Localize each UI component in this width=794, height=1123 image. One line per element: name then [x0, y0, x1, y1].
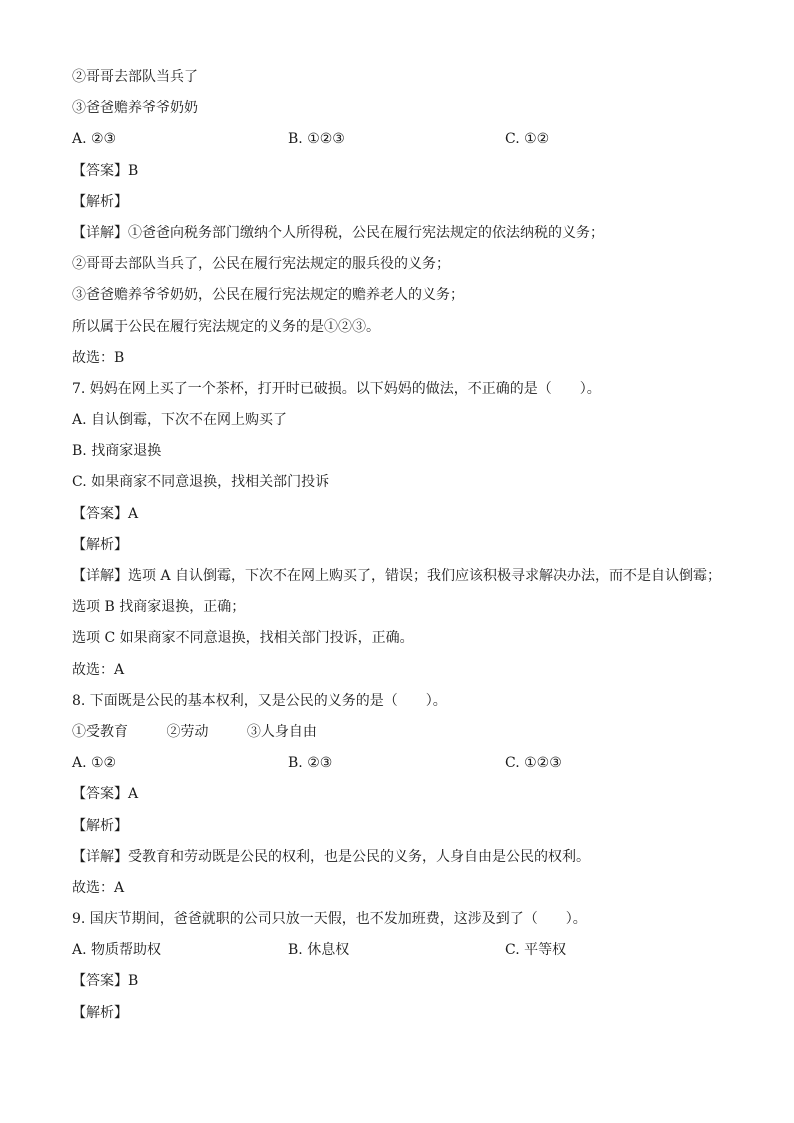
q8-question: 8. 下面既是公民的基本权利，又是公民的义务的是（ ）。: [72, 692, 447, 709]
q7-analysis-label: 【解析】: [72, 536, 128, 553]
q7-answer: 【答案】A: [72, 505, 139, 522]
q6-choice: 故选：B: [72, 349, 125, 366]
document-content: [72, 62, 732, 1029]
q6-option-c: C. ①②: [505, 131, 550, 148]
q6-options: [72, 124, 732, 155]
q7-detail-1: 【详解】选项 A 自认倒霉，下次不在网上购买了，错误；我们应该积极寻求解决办法，而不是自认倒霉；: [72, 568, 722, 584]
q7-question: 7. 妈妈在网上买了一个茶杯，打开时已破损。以下妈妈的做法，不正确的是（ ）。: [72, 380, 601, 397]
q8-choice: 故选：A: [72, 879, 125, 896]
q7-detail-3: 选项 C 如果商家不同意退换，找相关部门投诉，正确。: [72, 630, 414, 647]
q6-detail-3: ③爸爸赡养爷爷奶奶，公民在履行宪法规定的赡养老人的义务；: [72, 287, 464, 304]
q8-items: [72, 717, 732, 748]
q8-option-c: C. ①②③: [505, 755, 562, 772]
q6-detail-4: 所以属于公民在履行宪法规定的义务的是①②③。: [72, 318, 380, 335]
q7-option-c: C. 如果商家不同意退换，找相关部门投诉: [72, 474, 330, 491]
q9-options: [72, 935, 732, 966]
q9-option-a: A. 物质帮助权: [72, 942, 162, 959]
q9-option-b: B. 休息权: [288, 942, 350, 959]
q9-answer: 【答案】B: [72, 973, 139, 990]
statement-line-3: ③爸爸赡养爷爷奶奶: [72, 100, 198, 117]
q9-option-c: C. 平等权: [505, 942, 567, 959]
q7-option-a: A. 自认倒霉，下次不在网上购买了: [72, 412, 288, 429]
q6-detail-2: ②哥哥去部队当兵了，公民在履行宪法规定的服兵役的义务；: [72, 256, 450, 273]
q8-option-b: B. ②③: [288, 755, 333, 772]
q8-detail-1: 【详解】受教育和劳动既是公民的权利，也是公民的义务，人身自由是公民的权利。: [72, 848, 590, 865]
q7-option-b: B. 找商家退换: [72, 443, 162, 460]
q7-choice: 故选：A: [72, 661, 125, 678]
q8-options: [72, 748, 732, 779]
q8-analysis-label: 【解析】: [72, 817, 128, 834]
q8-item-1: ①受教育: [72, 723, 128, 740]
q9-question: 9. 国庆节期间，爸爸就职的公司只放一天假，也不发加班费，这涉及到了（ ）。: [72, 911, 587, 928]
q6-answer: 【答案】B: [72, 162, 139, 179]
q7-detail-2: 选项 B 找商家退换，正确；: [72, 599, 246, 616]
q6-option-b: B. ①②③: [288, 131, 345, 148]
q6-option-a: A. ②③: [72, 131, 117, 148]
q8-option-a: A. ①②: [72, 755, 117, 772]
q6-analysis-label: 【解析】: [72, 193, 128, 210]
q8-answer: 【答案】A: [72, 786, 139, 803]
statement-line-2: ②哥哥去部队当兵了: [72, 69, 198, 85]
q8-item-3: ③人身自由: [246, 723, 317, 740]
q6-detail-1: 【详解】①爸爸向税务部门缴纳个人所得税，公民在履行宪法规定的依法纳税的义务；: [72, 224, 604, 241]
q8-item-2: ②劳动: [166, 723, 209, 740]
q9-analysis-label: 【解析】: [72, 1004, 128, 1021]
